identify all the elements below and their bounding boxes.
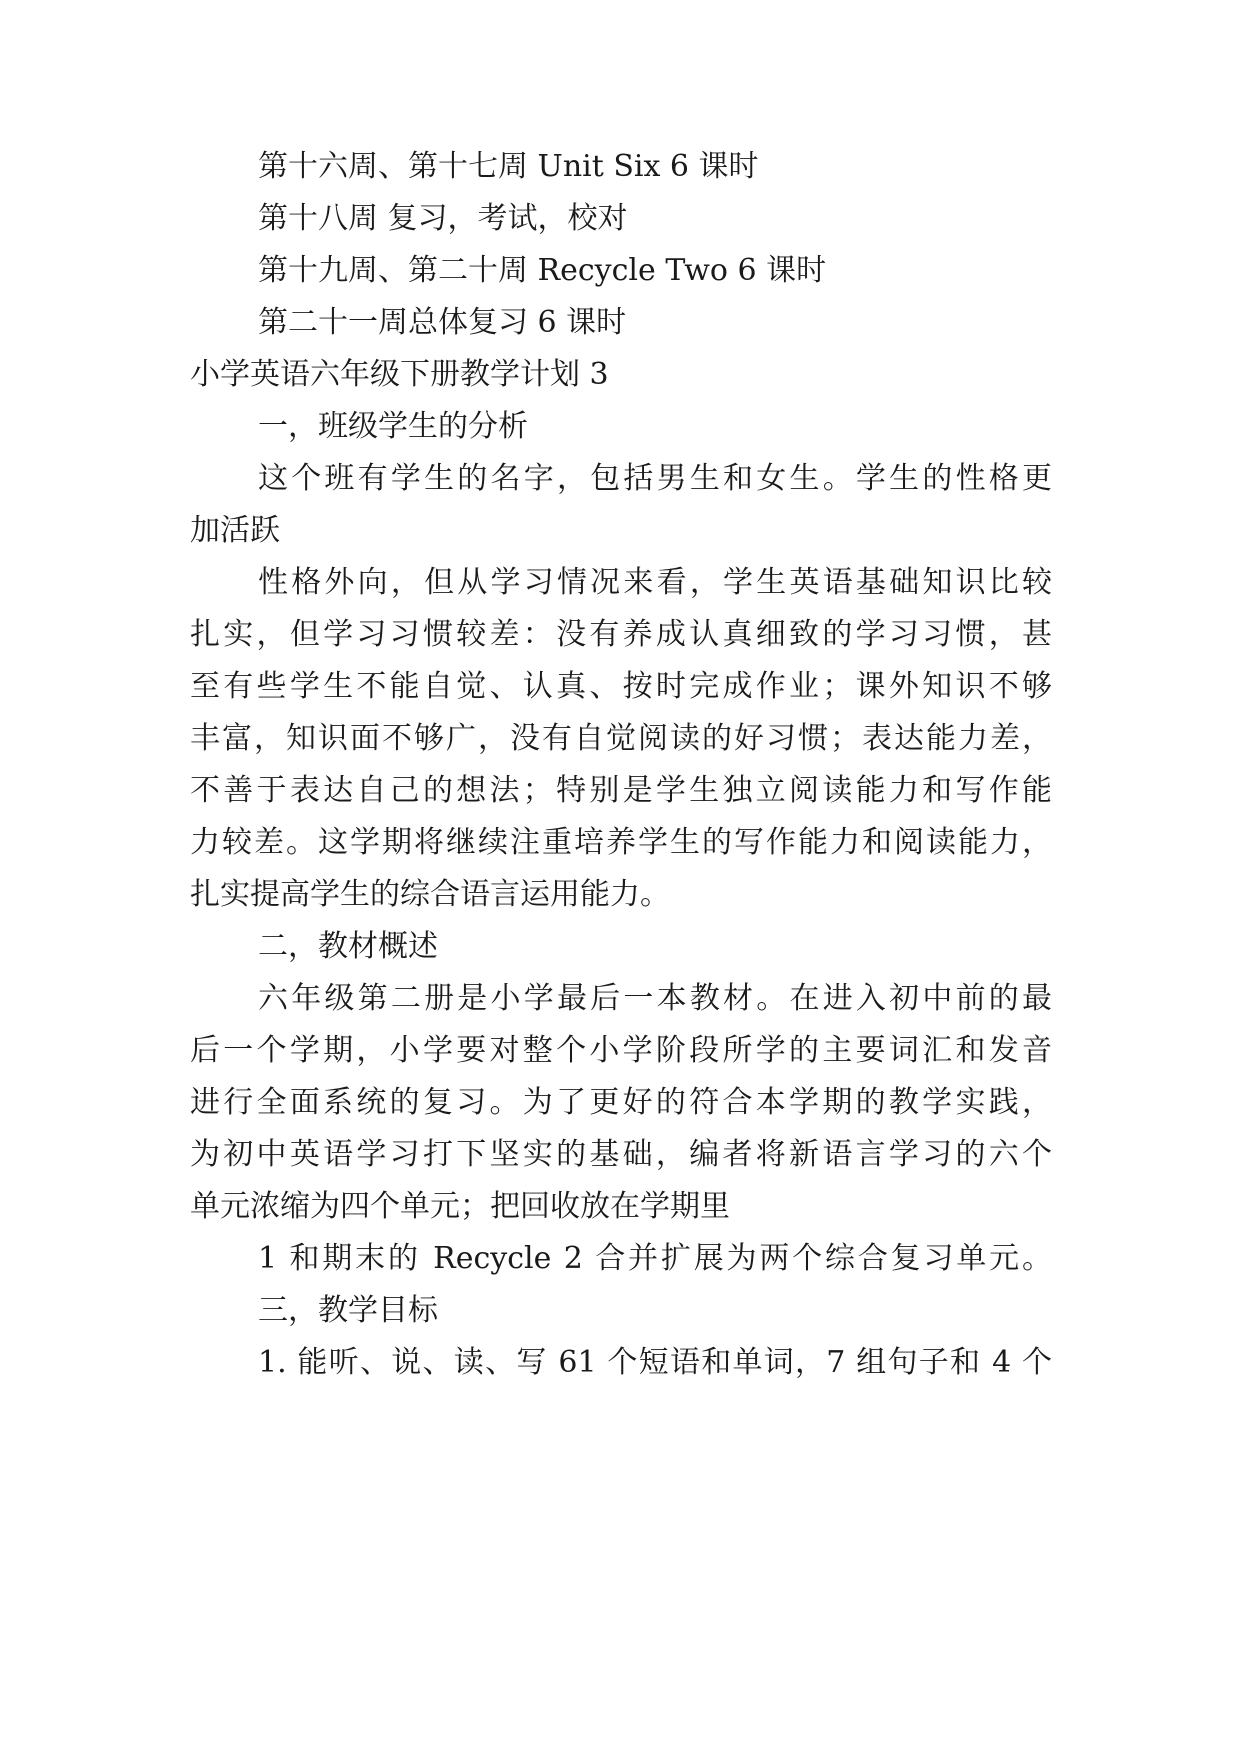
schedule-line-weeks-16-17: 第十六周、第十七周 Unit Six 6 课时 [258,149,759,184]
heading-textbook-overview: 二，教材概述 [258,929,438,964]
paragraph-line: 1 和期末的 Recycle 2 合并扩展为两个综合复习单元。 [258,1241,1052,1276]
paragraph-line: 丰富，知识面不够广，没有自觉阅读的好习惯；表达能力差， [190,721,1052,756]
heading-class-analysis: 一，班级学生的分析 [258,409,528,444]
paragraph-line: 扎实提高学生的综合语言运用能力。 [190,877,670,912]
goal-item-1: 1. 能听、说、读、写 61 个短语和单词，7 组句子和 4 个 [258,1345,1052,1380]
paragraph-line: 不善于表达自己的想法；特别是学生独立阅读能力和写作能 [190,773,1052,808]
paragraph-line: 加活跃 [190,513,280,548]
paragraph-line: 这个班有学生的名字，包括男生和女生。学生的性格更 [258,461,1052,496]
paragraph-line: 单元浓缩为四个单元；把回收放在学期里 [190,1189,730,1224]
paragraph-line: 至有些学生不能自觉、认真、按时完成作业；课外知识不够 [190,669,1052,704]
schedule-line-week-21: 第二十一周总体复习 6 课时 [258,305,627,340]
paragraph-line: 性格外向，但从学习情况来看，学生英语基础知识比较 [258,565,1052,600]
heading-teaching-goals: 三，教学目标 [258,1293,438,1328]
paragraph-line: 力较差。这学期将继续注重培养学生的写作能力和阅读能力， [190,825,1052,860]
paragraph-line: 后一个学期，小学要对整个小学阶段所学的主要词汇和发音 [190,1033,1052,1068]
schedule-line-weeks-19-20: 第十九周、第二十周 Recycle Two 6 课时 [258,253,827,288]
paragraph-line: 六年级第二册是小学最后一本教材。在进入初中前的最 [258,981,1052,1016]
schedule-line-week-18: 第十八周 复习，考试，校对 [258,201,628,236]
paragraph-line: 进行全面系统的复习。为了更好的符合本学期的教学实践， [190,1085,1052,1120]
paragraph-line: 为初中英语学习打下坚实的基础，编者将新语言学习的六个 [190,1137,1052,1172]
paragraph-line: 扎实，但学习习惯较差：没有养成认真细致的学习习惯，甚 [190,617,1052,652]
document-section-title: 小学英语六年级下册教学计划 3 [190,357,609,392]
